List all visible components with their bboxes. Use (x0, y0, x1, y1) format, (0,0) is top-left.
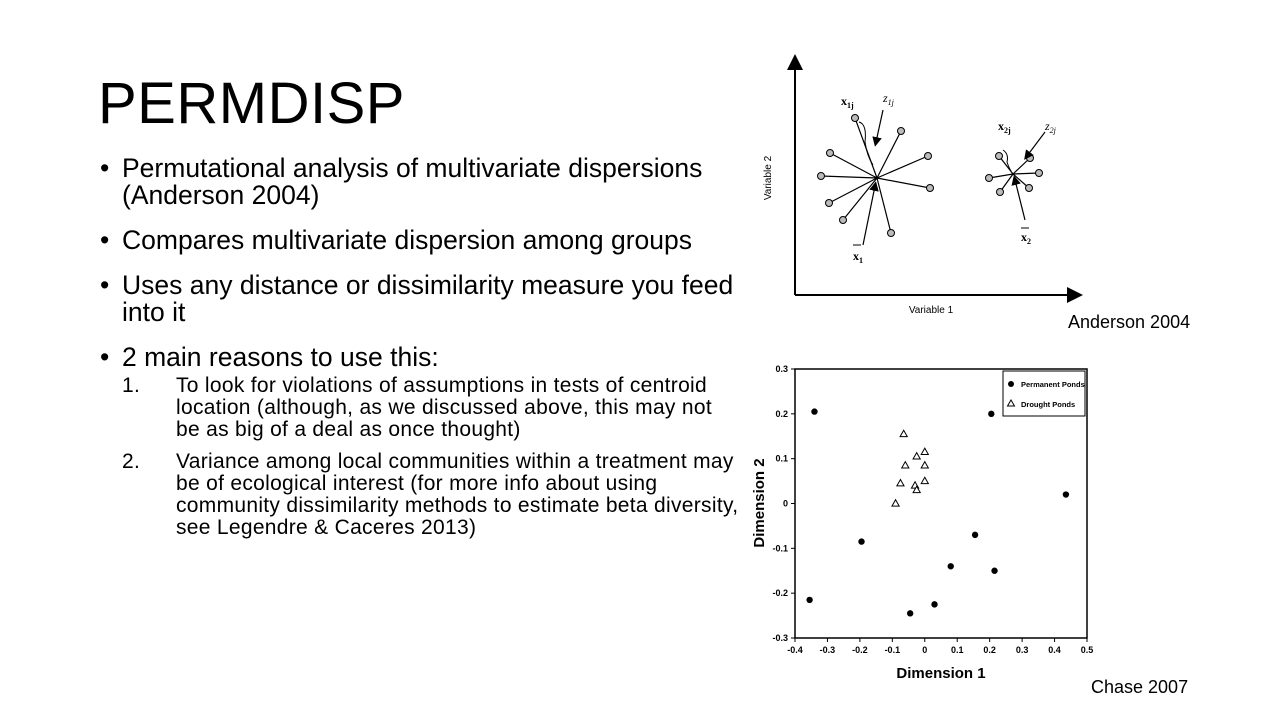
permanent-pond-point (907, 610, 913, 616)
x-tick-label: 0.5 (1080, 645, 1094, 655)
xbar2-arrow (1015, 180, 1025, 220)
diagram-x-label: Variable 1 (908, 305, 954, 316)
z1j-bracket (859, 122, 873, 165)
x-tick-label: 0 (922, 645, 928, 655)
anderson-diagram (755, 50, 1085, 320)
xbar1-label: $x_1$ (853, 249, 863, 265)
bullet-text: 2 main reasons to use this: (122, 342, 439, 372)
legend (1003, 371, 1085, 416)
y-tick-label: -0.3 (772, 633, 788, 643)
bullet-text: Permutational analysis of multivariate dispersions (Anderson 2004) (122, 153, 703, 210)
x-tick-label: -0.3 (819, 645, 836, 655)
y-tick-label: -0.1 (772, 543, 788, 554)
permanent-pond-point (931, 601, 937, 607)
legend-label-permanent: Permanent Ponds (1021, 380, 1085, 389)
x-tick-label: -0.2 (852, 645, 868, 655)
x1j-label: $x_{1j}$ (841, 94, 854, 110)
y-axis-title: Dimension 2 (751, 458, 768, 548)
reason-text: To look for violations of assumptions in tests of centroid location (although, as we discussed above, this may not be as big of a deal as once thought) (176, 374, 712, 441)
diagram-y-label: Variable 2 (763, 155, 774, 201)
figure2-caption: Chase 2007 (1091, 677, 1189, 697)
x-tick-label: 0.3 (1015, 645, 1029, 655)
reason-number: 1. (122, 374, 141, 397)
permanent-pond-point (988, 411, 994, 417)
bullet-text: Uses any distance or dissimilarity measure you feed into it (122, 270, 734, 327)
z2j-bracket (1003, 150, 1011, 171)
permanent-pond-point (806, 597, 812, 603)
y-tick-label: -0.2 (772, 588, 788, 599)
diagram-axes (795, 62, 1075, 295)
reason-number: 2. (122, 450, 141, 473)
legend-circle-marker (1008, 381, 1014, 387)
permanent-pond-point (972, 532, 978, 538)
bullet-item (100, 155, 740, 209)
z1j-arrow (876, 110, 883, 142)
xbar1-arrow (863, 186, 875, 245)
bullet-text: Compares multivariate dispersion among groups (122, 225, 693, 255)
group1-spokes (821, 118, 930, 233)
reason-text: Variance among local communities within a treatment may be of ecological interest (for more info about using community dissimilarity methods to estimate beta diversity, see Legendre & Caceres 2013) (176, 450, 739, 539)
chase-scatter-plot (745, 355, 1105, 690)
reasons-list (122, 375, 740, 539)
z2j-arrow (1027, 132, 1045, 156)
z2j-label: $z_{2j}$ (1045, 119, 1056, 135)
x-tick-label: 0.4 (1048, 645, 1061, 655)
reason-item (122, 451, 740, 539)
x-tick-label: 0.2 (983, 645, 996, 655)
y-tick-label: 0.2 (775, 408, 788, 419)
x2j-label: $x_{2j}$ (998, 119, 1011, 135)
legend-label-drought: Drought Ponds (1021, 400, 1076, 409)
y-tick-label: 0.3 (775, 364, 788, 374)
x-axis-title: Dimension 1 (896, 665, 986, 682)
y-tick-label: 0.1 (775, 453, 788, 464)
slide-title: PERMDISP (98, 71, 405, 136)
bullet-list (100, 155, 740, 557)
permanent-pond-point (1063, 491, 1069, 497)
permanent-pond-point (991, 568, 997, 574)
permanent-pond-point (948, 563, 954, 569)
reason-item (122, 375, 740, 441)
x-tick-label: 0.1 (950, 645, 964, 655)
bullet-item (100, 227, 740, 254)
permanent-pond-point (858, 538, 864, 544)
y-tick-label: 0 (782, 498, 788, 509)
figure1-caption: Anderson 2004 (1068, 312, 1191, 332)
x-tick-label: -0.1 (884, 645, 901, 655)
permanent-pond-point (811, 408, 817, 414)
xbar2-label: $x_2$ (1021, 230, 1031, 246)
bullet-item (100, 272, 740, 326)
z1j-label: $z_{1j}$ (883, 91, 894, 107)
x-tick-label: -0.4 (787, 645, 803, 655)
bullet-item (100, 344, 740, 539)
